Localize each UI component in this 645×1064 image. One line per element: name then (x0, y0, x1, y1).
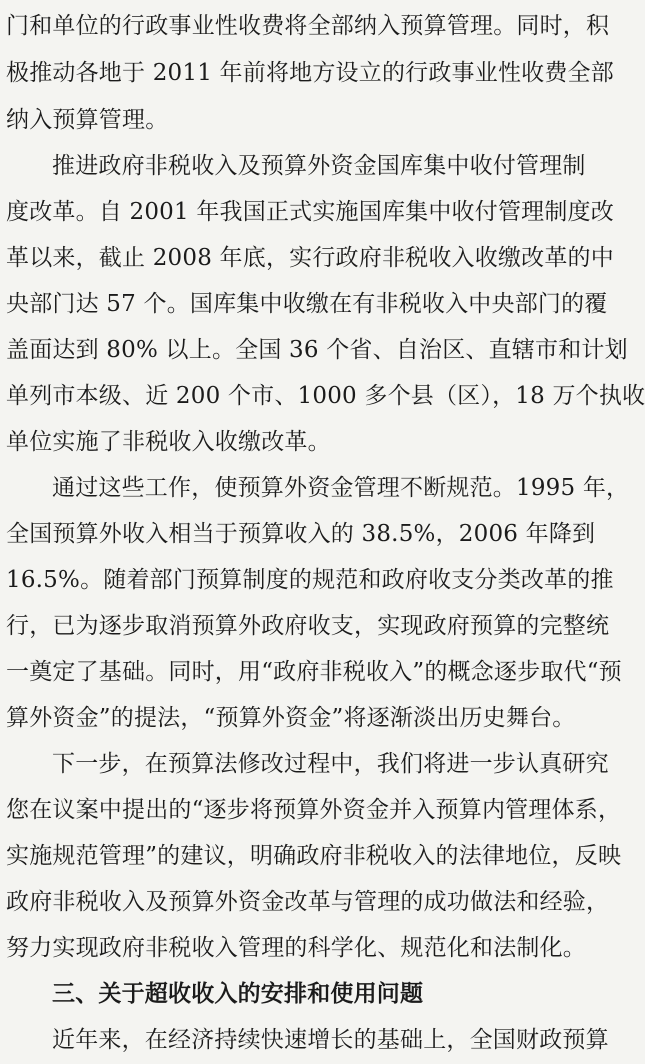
text-line: 通过这些工作，使预算外资金管理不断规范。1995 年， (52, 475, 630, 501)
text-line: 您在议案中提出的“逐步将预算外资金并入预算内管理体系， (6, 797, 622, 823)
text-line: 门和单位的行政事业性收费将全部纳入预算管理。同时，积 (6, 13, 610, 39)
text-line: 政府非税收入及预算外资金改革与管理的成功做法和经验， (6, 889, 610, 915)
text-line: 下一步，在预算法修改过程中，我们将进一步认真研究 (52, 751, 609, 777)
text-line: 单列市本级、近 200 个市、1000 多个县（区），18 万个执收 (6, 383, 645, 409)
text-line: 一奠定了基础。同时，用“政府非税收入”的概念逐步取代“预 (6, 659, 622, 685)
text-line: 实施规范管理”的建议，明确政府非税收入的法律地位，反映 (6, 843, 622, 869)
text-line: 极推动各地于 2011 年前将地方设立的行政事业性收费全部 (6, 60, 614, 86)
text-line: 度改革。自 2001 年我国正式实施国库集中收付管理制度改 (6, 199, 614, 225)
text-line: 单位实施了非税收入收缴改革。 (6, 429, 331, 455)
text-line: 革以来，截止 2008 年底，实行政府非税收入收缴改革的中 (6, 245, 614, 271)
text-line: 16.5%。随着部门预算制度的规范和政府收支分类改革的推 (6, 567, 614, 593)
section-heading: 三、关于超收收入的安排和使用问题 (52, 980, 424, 1007)
text-line: 全国预算外收入相当于预算收入的 38.5%，2006 年降到 (6, 521, 596, 547)
text-line: 行，已为逐步取消预算外政府收支，实现政府预算的完整统 (6, 613, 610, 639)
text-line: 算外资金”的提法，“预算外资金”将逐渐淡出历史舞台。 (6, 705, 576, 731)
text-line: 央部门达 57 个。国库集中收缴在有非税收入中央部门的覆 (6, 291, 608, 317)
text-line: 近年来，在经济持续快速增长的基础上，全国财政预算 (52, 1027, 609, 1053)
text-line: 纳入预算管理。 (6, 107, 169, 133)
text-line: 推进政府非税收入及预算外资金国库集中收付管理制 (52, 153, 586, 179)
text-line: 盖面达到 80% 以上。全国 36 个省、自治区、直辖市和计划 (6, 337, 628, 363)
text-line: 努力实现政府非税收入管理的科学化、规范化和法制化。 (6, 935, 586, 961)
